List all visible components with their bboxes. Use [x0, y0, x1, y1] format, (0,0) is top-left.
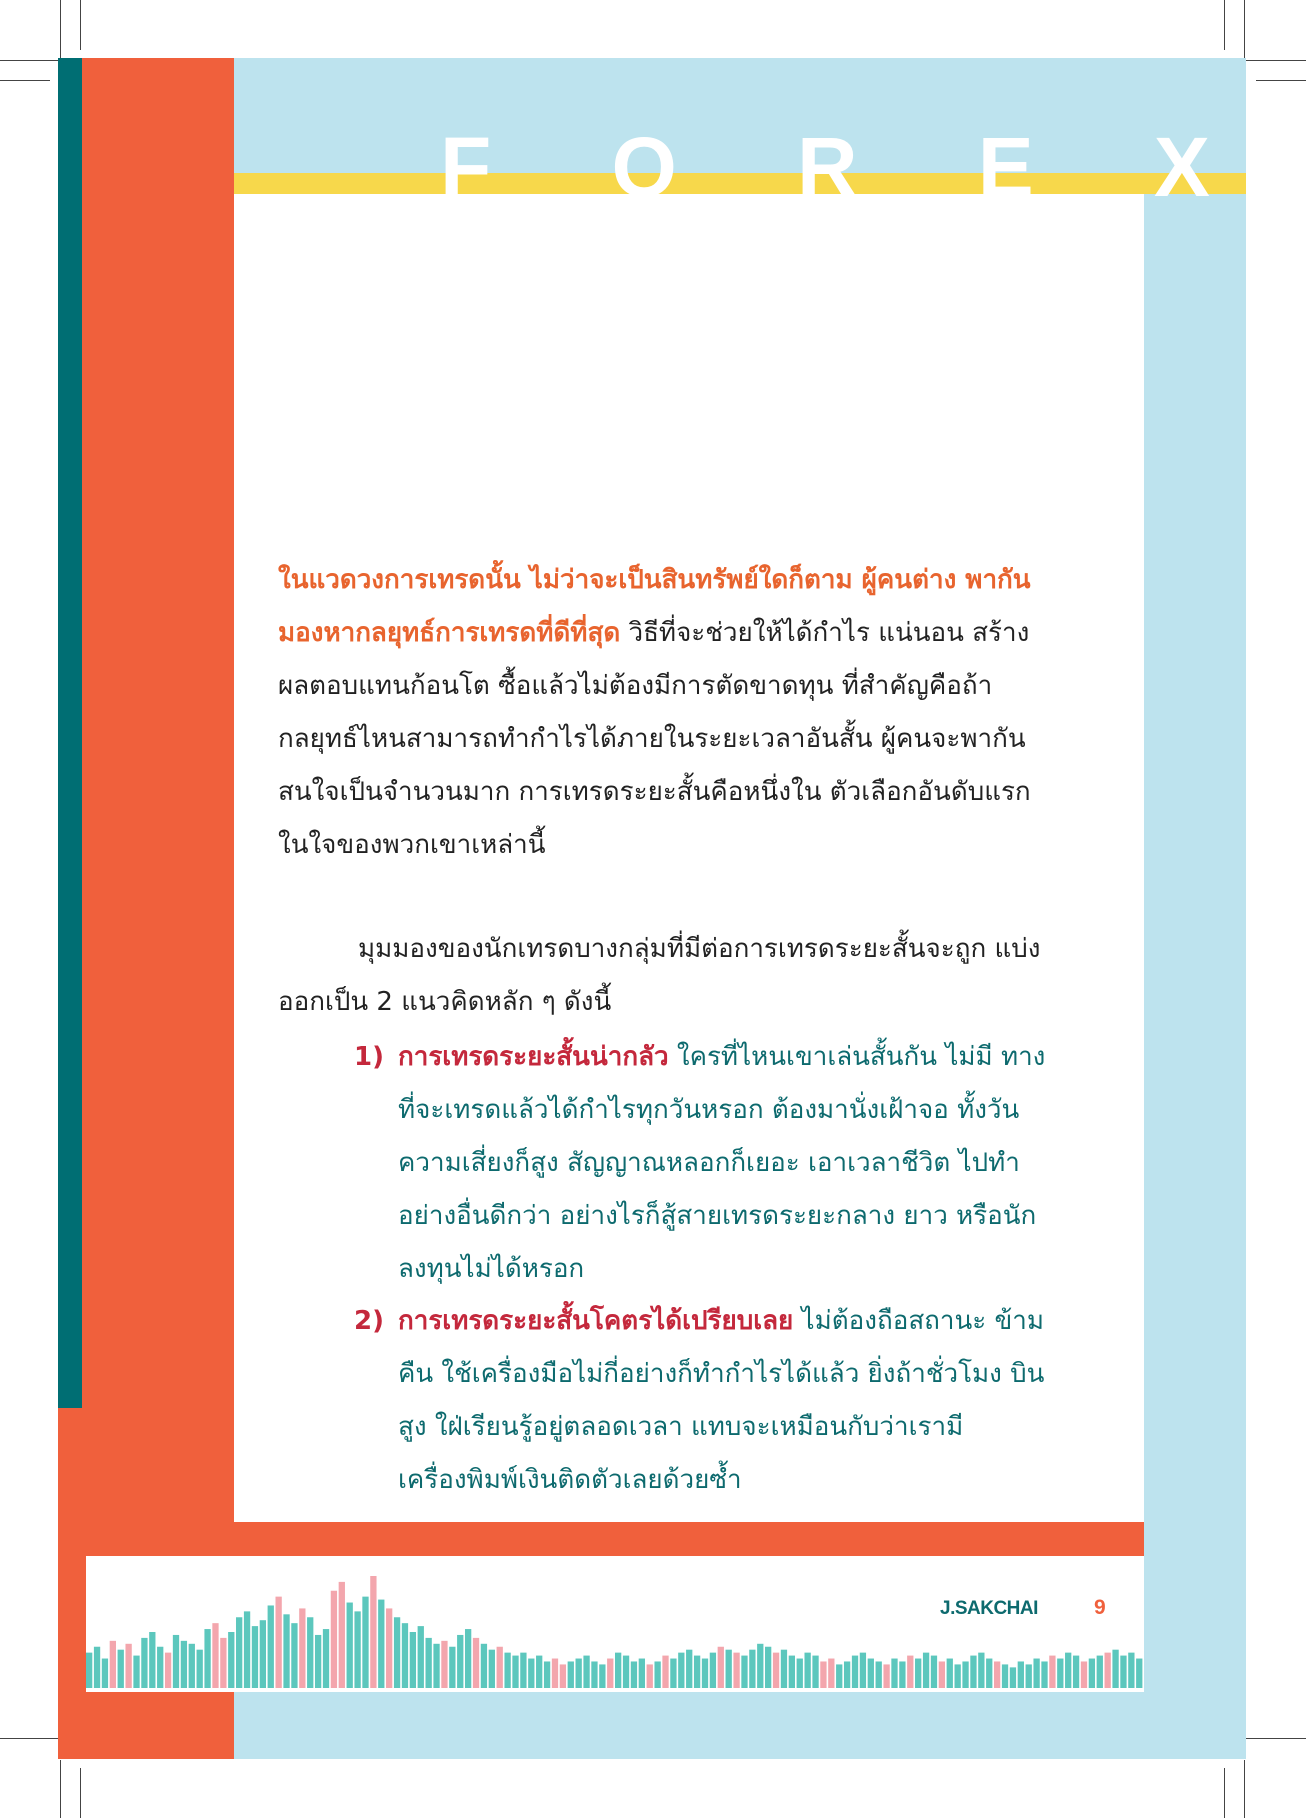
decor-bar — [686, 1650, 692, 1688]
decor-bar — [244, 1611, 250, 1688]
decor-bar — [583, 1656, 589, 1688]
decor-bar — [386, 1608, 392, 1688]
decor-bar — [733, 1653, 739, 1688]
decor-bar — [110, 1641, 116, 1688]
decor-bar — [149, 1632, 155, 1688]
decor-bar — [299, 1608, 305, 1688]
decor-bar — [1120, 1656, 1126, 1688]
decor-bar — [189, 1644, 195, 1688]
decor-bar — [1073, 1656, 1079, 1688]
teal-side-bar — [58, 58, 82, 1408]
page-number: 9 — [1094, 1596, 1106, 1619]
decor-bar — [489, 1650, 495, 1688]
decor-bar — [939, 1661, 945, 1688]
decor-bar — [844, 1661, 850, 1688]
decor-bar — [1041, 1661, 1047, 1688]
list-item — [354, 1031, 1060, 1296]
decor-bar — [173, 1635, 179, 1688]
title-letter: O — [611, 120, 677, 214]
decor-bar — [504, 1653, 510, 1688]
decor-bar — [978, 1653, 984, 1688]
decor-bar — [955, 1664, 961, 1688]
decor-bar — [552, 1659, 558, 1688]
decor-bar — [323, 1629, 329, 1688]
decor-bar — [204, 1629, 210, 1688]
orange-bottom-strip — [58, 1522, 1144, 1556]
decor-bar — [654, 1661, 660, 1688]
decor-bar — [252, 1626, 258, 1688]
decorative-bar-chart — [86, 1556, 1144, 1692]
decor-bar — [481, 1644, 487, 1688]
decor-bar — [260, 1620, 266, 1688]
decor-bar — [86, 1653, 92, 1688]
decor-bar — [118, 1650, 124, 1688]
decor-bar — [623, 1656, 629, 1688]
decor-bar — [876, 1661, 882, 1688]
decor-bar — [275, 1597, 281, 1688]
crop-mark — [1246, 60, 1306, 61]
decor-bar — [781, 1650, 787, 1688]
list-heading: การเทรดระยะสั้นโคตรได้เปรียบเลย — [398, 1306, 794, 1336]
decor-bar — [568, 1661, 574, 1688]
decor-bar — [576, 1659, 582, 1688]
decor-bar — [268, 1605, 274, 1688]
decor-bar — [812, 1656, 818, 1688]
decor-bar — [836, 1664, 842, 1688]
views-text: มุมมองของนักเทรดบางกลุ่มที่มีต่อการเทรดระยะสั้นจะถูก แบ่งออกเป็น 2 แนวคิดหลัก ๆ ดังนี้ — [278, 934, 1041, 1017]
decor-bar — [1105, 1653, 1111, 1688]
decor-bar — [868, 1659, 874, 1688]
decor-bar — [94, 1647, 100, 1688]
decor-bar — [433, 1644, 439, 1688]
list-body-text: ไม่ต้องถือสถานะ ข้ามคืน ใช้เครื่องมือไม่กี่อย่างก็ทำกำไรได้แล้ว ยิ่งถ้าชั่วโมง บินสูง ใฝ่เรียนรู้อยู่ตลอดเวลา แทบจะเหมือนกับว่าเรามี เครื่องพิมพ์เงินติดตัวเลยด้วยซ้ำ — [398, 1306, 1045, 1495]
author-name: J.SAKCHAI — [940, 1598, 1038, 1619]
decor-bar — [1018, 1661, 1024, 1688]
decor-bar — [1065, 1653, 1071, 1688]
crop-mark — [0, 80, 50, 81]
decor-bar — [1057, 1659, 1063, 1688]
decor-bar — [165, 1653, 171, 1688]
decor-bar — [741, 1656, 747, 1688]
decor-bar — [197, 1650, 203, 1688]
decor-bar — [931, 1656, 937, 1688]
crop-mark — [1256, 80, 1306, 81]
title-letter: R — [796, 120, 858, 214]
title-letter: E — [977, 120, 1034, 214]
decor-bar — [718, 1647, 724, 1688]
decor-bar — [1112, 1650, 1118, 1688]
decor-bar — [157, 1647, 163, 1688]
decor-bar — [1081, 1661, 1087, 1688]
orange-column — [58, 58, 234, 1759]
crop-mark — [60, 1760, 61, 1818]
decor-bar — [283, 1614, 289, 1688]
decor-bar — [891, 1659, 897, 1688]
decor-bar — [726, 1650, 732, 1688]
intro-lead: ในแวดวงการเทรดนั้น ไม่ว่าจะเป็นสินทรัพย์ใดก็ตาม ผู้คนต่าง พากันมองหากลยุทธ์การเทรดที่ดีที่สุด — [278, 565, 1031, 648]
decor-bar — [520, 1653, 526, 1688]
decor-bar — [1010, 1667, 1016, 1688]
decor-bar — [1128, 1653, 1134, 1688]
decor-bar — [899, 1661, 905, 1688]
decor-bar — [670, 1659, 676, 1688]
decor-bar — [418, 1626, 424, 1688]
decor-bar — [1136, 1659, 1142, 1688]
list-item — [354, 1295, 1060, 1507]
decor-bar — [694, 1656, 700, 1688]
decor-bar — [773, 1653, 779, 1688]
title-letter: F — [440, 120, 492, 214]
crop-mark — [80, 0, 81, 50]
decor-bar — [394, 1617, 400, 1688]
decor-bar — [228, 1632, 234, 1688]
decor-bar — [212, 1623, 218, 1688]
decor-bar — [236, 1617, 242, 1688]
list-heading: การเทรดระยะสั้นน่ากลัว — [398, 1042, 669, 1072]
decor-bar — [1002, 1664, 1008, 1688]
title-letter: X — [1153, 120, 1210, 214]
crop-mark — [1244, 1760, 1245, 1818]
decor-bar — [615, 1653, 621, 1688]
decor-bar — [426, 1638, 432, 1688]
decor-bar — [102, 1659, 108, 1688]
decor-bar — [962, 1661, 968, 1688]
decor-bar — [647, 1664, 653, 1688]
decor-bar — [181, 1641, 187, 1688]
decor-bar — [820, 1661, 826, 1688]
intro-rest: วิธีที่จะช่วยให้ได้กำไร แน่นอน สร้างผลตอบแทนก้อนโต ซื้อแล้วไม่ต้องมีการตัดขาดทุน ที่สำคัญคือถ้ากลยุทธ์ไหนสามารถทำกำไรได้ภายในระยะเวลาอันสั้น ผู้คนจะพากันสนใจเป็นจำนวนมาก การเทรดระยะสั้นคือหนึ่งใน ตัวเลือกอันดับแรกในใจของพวกเขาเหล่านี้ — [278, 618, 1031, 860]
decor-bar — [883, 1664, 889, 1688]
list-number: 1) — [354, 1042, 384, 1072]
page-title — [440, 122, 1210, 212]
decor-bar — [970, 1656, 976, 1688]
decor-bar — [860, 1653, 866, 1688]
decor-bar — [994, 1661, 1000, 1688]
decor-bar — [607, 1659, 613, 1688]
decor-bar — [907, 1656, 913, 1688]
decor-bar — [947, 1659, 953, 1688]
decor-bar — [410, 1632, 416, 1688]
decor-bar — [339, 1582, 345, 1688]
decor-bar — [473, 1638, 479, 1688]
decor-bar — [631, 1661, 637, 1688]
decor-bar — [915, 1659, 921, 1688]
decor-bar — [402, 1623, 408, 1688]
views-paragraph — [278, 923, 1058, 1029]
decor-bar — [362, 1597, 368, 1688]
decor-bar — [710, 1653, 716, 1688]
decor-bar — [354, 1611, 360, 1688]
decor-bar — [220, 1638, 226, 1688]
decor-bar — [560, 1664, 566, 1688]
decor-bar — [749, 1650, 755, 1688]
decor-bar — [291, 1623, 297, 1688]
intro-paragraph — [278, 554, 1058, 872]
decor-bar — [370, 1576, 376, 1688]
decor-bar — [125, 1644, 131, 1688]
decor-bar — [441, 1641, 447, 1688]
list-body-text: ใครที่ไหนเขาเล่นสั้นกัน ไม่มี ทางที่จะเทรดแล้วได้กำไรทุกวันหรอก ต้องมานั่งเฝ้าจอ ทั้งวัน ความเสี่ยงก็สูง สัญญาณหลอกก็เยอะ เอาเวลาชีวิต ไปทำอย่างอื่นดีกว่า อย่างไรก็สู้สายเทรดระยะกลาง ยาว หรือนักลงทุนไม่ได้หรอก — [398, 1042, 1046, 1284]
decor-bar — [1033, 1659, 1039, 1688]
decor-bar — [662, 1656, 668, 1688]
decor-bar — [757, 1644, 763, 1688]
decor-bar — [378, 1600, 384, 1688]
decor-bar — [307, 1617, 313, 1688]
crop-mark — [80, 1768, 81, 1818]
decor-bar — [678, 1653, 684, 1688]
decor-bar — [797, 1659, 803, 1688]
decor-bar — [986, 1659, 992, 1688]
decor-bar — [141, 1638, 147, 1688]
decor-bar — [497, 1647, 503, 1688]
decor-bar — [765, 1647, 771, 1688]
crop-mark — [1240, 1738, 1306, 1739]
crop-mark — [0, 1738, 66, 1739]
decor-bar — [331, 1591, 337, 1688]
decor-bar — [599, 1664, 605, 1688]
decor-bar — [828, 1659, 834, 1688]
decor-bar — [1049, 1656, 1055, 1688]
crop-mark — [1224, 1768, 1225, 1818]
decor-bar — [512, 1656, 518, 1688]
decor-bar — [852, 1656, 858, 1688]
decor-bar — [923, 1653, 929, 1688]
decor-bar — [1089, 1659, 1095, 1688]
decor-bar — [1026, 1664, 1032, 1688]
decor-bar — [1097, 1656, 1103, 1688]
crop-mark — [1224, 0, 1225, 50]
decor-bar — [639, 1659, 645, 1688]
decor-bar — [465, 1629, 471, 1688]
decor-bar — [804, 1653, 810, 1688]
decor-bar — [536, 1656, 542, 1688]
decor-bar — [457, 1635, 463, 1688]
decor-bar — [789, 1656, 795, 1688]
decor-bar — [528, 1659, 534, 1688]
decor-bar — [133, 1656, 139, 1688]
decor-bar — [315, 1635, 321, 1688]
list-number: 2) — [354, 1306, 384, 1336]
decor-bar — [544, 1661, 550, 1688]
decor-bar — [702, 1659, 708, 1688]
decor-bar — [449, 1647, 455, 1688]
decor-bar — [347, 1603, 353, 1688]
decor-bar — [591, 1661, 597, 1688]
